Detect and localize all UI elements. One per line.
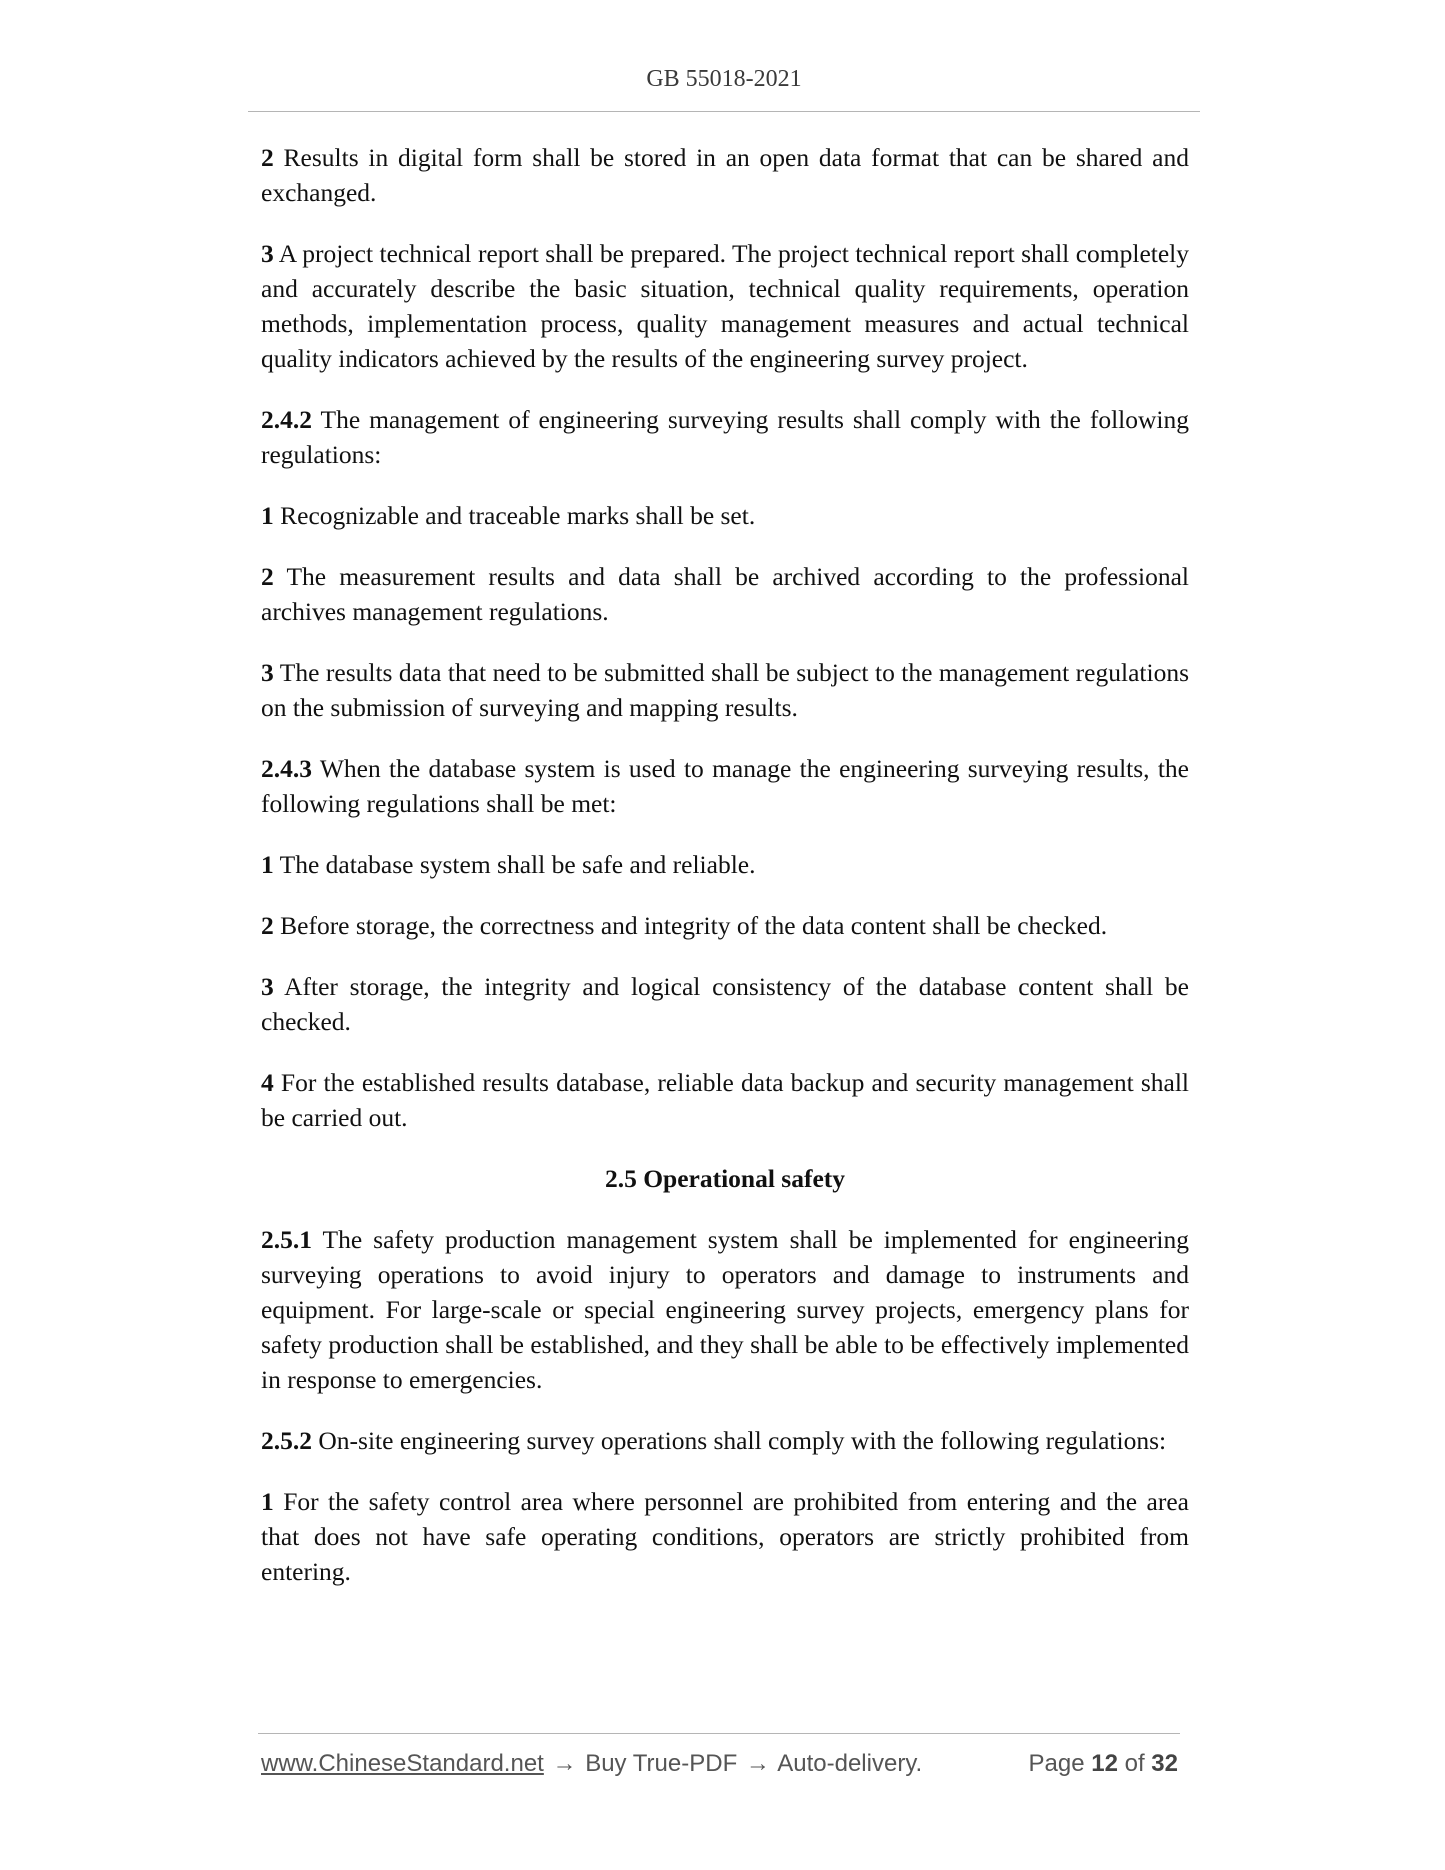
clause-number: 2.4.3	[261, 754, 312, 783]
page-indicator	[1029, 1750, 1179, 1778]
arrow-right-icon: →	[745, 1750, 770, 1777]
buy-pdf-text: Buy True-PDF	[585, 1750, 738, 1777]
paragraph	[261, 1484, 1189, 1589]
clause-number: 3	[261, 239, 274, 268]
clause-text: The safety production management system shall be implemented for engineering surveying operations to avoid injury to operators and damage to instruments and equipment. For large-scale or special engineering survey projects, emergency plans for safety production shall be established, and they shall be able to be effectively implemented in response to emergencies.	[261, 1225, 1189, 1394]
clause-text: The results data that need to be submitted shall be subject to the management regulations on the submission of surveying and mapping results.	[261, 658, 1189, 722]
clause-text: Recognizable and traceable marks shall be set.	[273, 501, 756, 530]
section-title: 2.5 Operational safety	[604, 1164, 846, 1193]
paragraph	[261, 1423, 1189, 1458]
page-of-label: of	[1124, 1750, 1145, 1777]
clause-number: 2	[261, 562, 274, 591]
clause-text: The database system shall be safe and reliable.	[273, 850, 756, 879]
clause-number: 2.4.2	[261, 405, 312, 434]
footer-promo	[261, 1750, 922, 1778]
document-body	[261, 140, 1189, 1615]
clause-text: The management of engineering surveying results shall comply with the following regulations:	[261, 405, 1189, 469]
paragraph	[261, 236, 1189, 376]
clause-number: 1	[261, 1487, 274, 1516]
clause-number: 4	[261, 1068, 274, 1097]
page-header: GB 55018-2021	[646, 66, 802, 92]
clause-number: 1	[261, 501, 274, 530]
paragraph	[261, 847, 1189, 882]
page-current: 12	[1091, 1750, 1118, 1777]
paragraph	[261, 908, 1189, 943]
clause-text: For the safety control area where personnel are prohibited from entering and the area that does not have safe operating conditions, operators are strictly prohibited from entering.	[261, 1487, 1189, 1586]
clause-text: Before storage, the correctness and integrity of the data content shall be checked.	[273, 911, 1108, 940]
delivery-text: Auto-delivery.	[777, 1750, 923, 1777]
website-link[interactable]: www.ChineseStandard.net	[261, 1750, 544, 1777]
header-divider	[248, 111, 1200, 112]
paragraph	[261, 1222, 1189, 1397]
paragraph	[261, 402, 1189, 472]
paragraph	[261, 559, 1189, 629]
page-label: Page	[1028, 1750, 1085, 1777]
paragraph	[261, 498, 1189, 533]
paragraph	[261, 1065, 1189, 1135]
clause-text: On-site engineering survey operations shall comply with the following regulations:	[312, 1426, 1167, 1455]
clause-text: Results in digital form shall be stored in an open data format that can be shared and exchanged.	[261, 143, 1189, 207]
clause-number: 3	[261, 972, 274, 1001]
clause-number: 3	[261, 658, 274, 687]
page-total: 32	[1151, 1750, 1178, 1777]
clause-number: 2.5.1	[261, 1225, 312, 1254]
clause-text: A project technical report shall be prepared. The project technical report shall completely and accurately describe the basic situation, technical quality requirements, operation methods, implementation process, quality management measures and actual technical quality indicators achieved by the results of the engineering survey project.	[261, 239, 1189, 373]
paragraph	[261, 655, 1189, 725]
footer-divider	[258, 1733, 1180, 1734]
clause-text: For the established results database, reliable data backup and security management shall be carried out.	[261, 1068, 1189, 1132]
clause-text: After storage, the integrity and logical consistency of the database content shall be checked.	[261, 972, 1189, 1036]
clause-number: 2	[261, 143, 274, 172]
paragraph	[261, 969, 1189, 1039]
paragraph	[261, 751, 1189, 821]
clause-number: 2.5.2	[261, 1426, 312, 1455]
clause-text: The measurement results and data shall be archived according to the professional archives management regulations.	[261, 562, 1189, 626]
clause-number: 2	[261, 911, 274, 940]
paragraph	[261, 140, 1189, 210]
arrow-right-icon: →	[552, 1750, 577, 1777]
clause-number: 1	[261, 850, 274, 879]
clause-text: When the database system is used to manage the engineering surveying results, the following regulations shall be met:	[261, 754, 1189, 818]
